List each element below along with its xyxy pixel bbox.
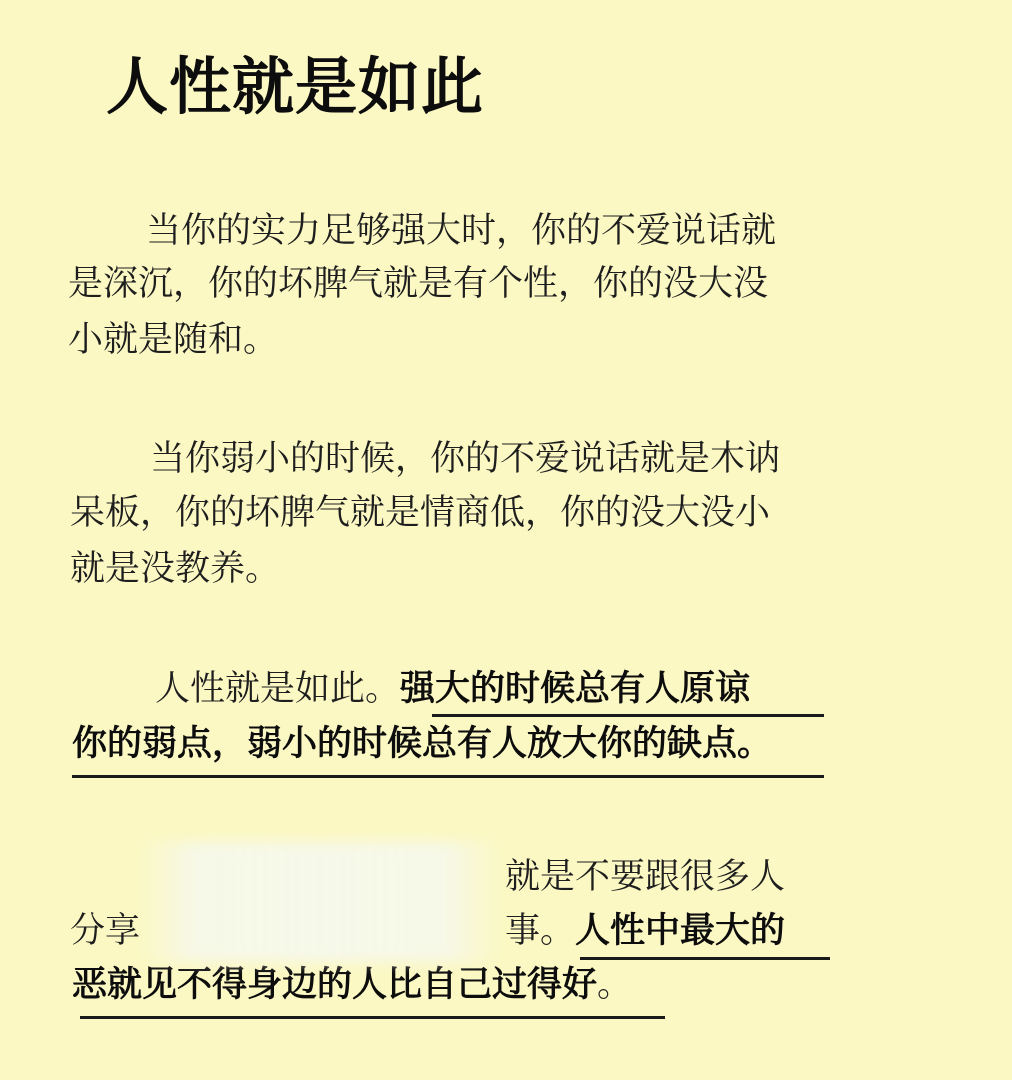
paragraph-4-plain-text: 事。 [505, 911, 576, 951]
paragraph-3-line-2: 你的弱点，弱小的时候总有人放大你的缺点。 [72, 724, 773, 764]
paragraph-4-line-1: 就是不要跟很多人 [505, 857, 786, 897]
paragraph-1-line-2: 是深沉，你的坏脾气就是有个性，你的没大没 [68, 264, 769, 304]
paragraph-3-line-1 [155, 669, 751, 709]
paragraph-3-highlight-text: 强大的时候总有人原谅 [400, 669, 751, 709]
paragraph-4-line-2 [505, 911, 786, 951]
paragraph-4-highlight-text-2: 恶就见不得身边的人比自己过得好 [72, 965, 598, 1005]
paragraph-2-line-3: 就是没教养。 [70, 549, 281, 589]
highlight-underline [72, 775, 824, 778]
page-title: 人性就是如此 [106, 50, 485, 123]
paragraph-4-line-2a: 分享 [70, 911, 141, 951]
paragraph-2-line-1: 当你弱小的时候，你的不爱说话就是木讷 [150, 439, 781, 479]
paragraph-2-line-2: 呆板，你的坏脾气就是情商低，你的没大没小 [70, 493, 771, 533]
paragraph-4-line-3 [72, 965, 633, 1005]
highlight-underline [580, 957, 830, 960]
obscured-text-region [140, 842, 500, 962]
paragraph-1-line-1: 当你的实力足够强大时，你的不爱说话就 [146, 211, 777, 251]
paragraph-3-plain-text: 人性就是如此。 [155, 669, 401, 709]
highlight-underline [80, 1016, 665, 1019]
highlight-underline [432, 714, 824, 717]
paragraph-4-period: 。 [597, 965, 633, 1005]
paragraph-4-highlight-text: 人性中最大的 [575, 911, 786, 951]
paragraph-1-line-3: 小就是随和。 [68, 320, 279, 360]
